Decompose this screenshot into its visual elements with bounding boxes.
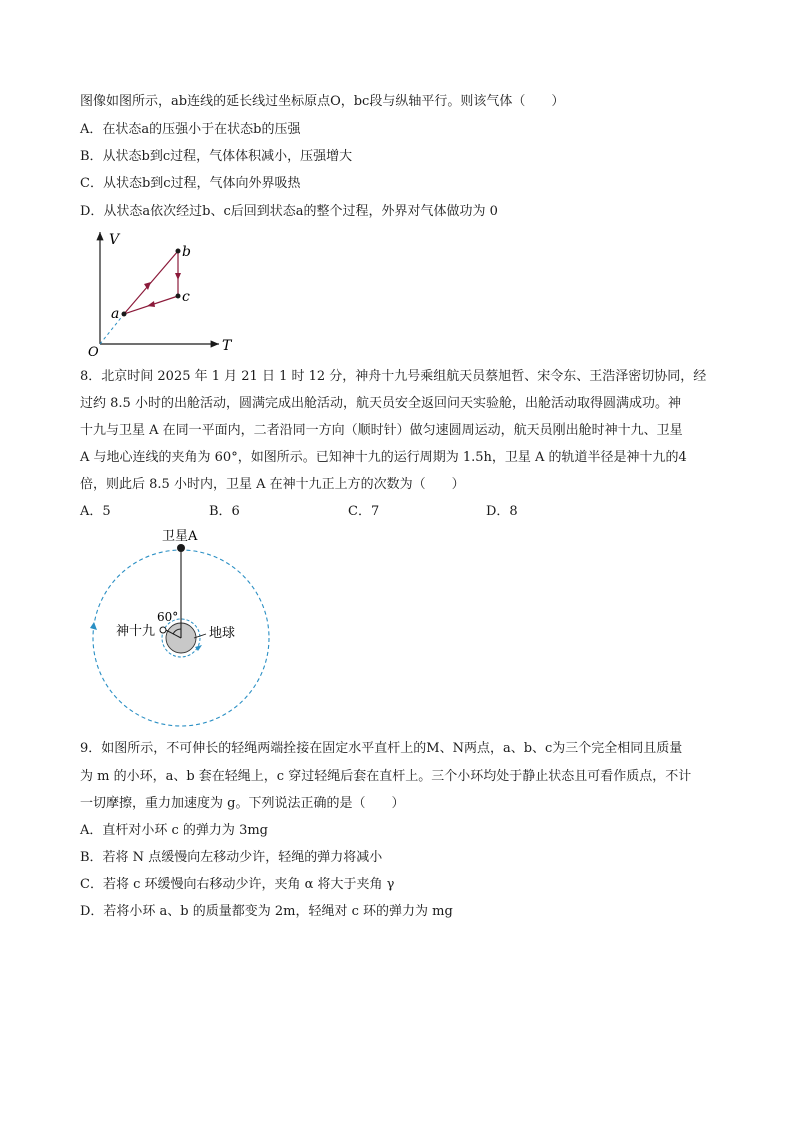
- q8-line-2: 过约 8.5 小时的出舱活动，圆满完成出舱活动，航天员安全返回问天实验舱，出舱活动取得圆满成功。神: [80, 396, 681, 411]
- q9-option-c: C．若将 c 环缓慢向右移动少许，夹角 α 将大于夹角 γ: [80, 877, 395, 892]
- q7-stem: 图像如图所示，ab连线的延长线过坐标原点O，bc段与纵轴平行。则该气体（ ）: [80, 94, 565, 109]
- shenzhou-19: [160, 627, 166, 633]
- point-b: [176, 249, 181, 254]
- q7-option-d: D．从状态a依次经过b、c后回到状态a的整个过程，外界对气体做功为 0: [80, 204, 498, 219]
- angle-label: 60°: [157, 610, 179, 624]
- q9-line-2: 为 m 的小环，a、b 套在轻绳上，c 穿过轻绳后套在直杆上。三个小环均处于静止状态且可看作质点，不计: [80, 769, 692, 784]
- q9-line-1: 9．如图所示，不可伸长的轻绳两端拴接在固定水平直杆上的M、N两点，a、b、c为三个完全相同且质量: [80, 741, 683, 756]
- q7-option-a: A．在状态a的压强小于在状态b的压强: [80, 122, 301, 137]
- q9-line-3: 一切摩擦，重力加速度为 g。下列说法正确的是（ ）: [80, 796, 405, 811]
- q8-choice-c: C．7: [348, 504, 380, 519]
- origin-label: O: [88, 345, 99, 360]
- q8-line-3: 十九与卫星 A 在同一平面内，二者沿同一方向（顺时针）做匀速圆周运动，航天员刚出舱时神十九、卫星: [80, 423, 683, 438]
- q7-option-b: B．从状态b到c过程，气体体积减小，压强增大: [80, 149, 353, 164]
- q8-choice-a: A．5: [80, 504, 111, 519]
- q9-option-d: D．若将小环 a、b 的质量都变为 2m，轻绳对 c 环的弹力为 mg: [80, 904, 453, 919]
- q8-line-5: 倍，则此后 8.5 小时内，卫星 A 在神十九正上方的次数为（ ）: [80, 477, 465, 492]
- q8-line-1: 8．北京时间 2025 年 1 月 21 日 1 时 12 分，神舟十九号乘组航天员蔡旭哲、宋令东、王浩泽密切协同，经: [80, 369, 707, 384]
- q8-line-4: A 与地心连线的夹角为 60°，如图所示。已知神十九的运行周期为 1.5h，卫星 A 的轨道半径是神十九的4: [80, 450, 687, 465]
- arrow-bc: [175, 273, 181, 280]
- q7-option-c: C．从状态b到c过程，气体向外界吸热: [80, 176, 301, 191]
- v-axis-label: V: [109, 232, 120, 248]
- point-a: [122, 312, 127, 317]
- vt-graph: [85, 228, 245, 360]
- point-c: [176, 294, 181, 299]
- orbit-figure: [85, 526, 285, 730]
- point-b-label: b: [182, 244, 191, 260]
- q8-choice-b: B．6: [209, 504, 240, 519]
- satellite-a-label: 卫星A: [162, 529, 198, 544]
- point-a-label: a: [111, 306, 120, 322]
- q9-option-a: A．直杆对小环 c 的弹力为 3mg: [80, 823, 268, 838]
- t-axis-label: T: [222, 338, 232, 354]
- arrow-ca: [147, 301, 155, 307]
- earth-label: 地球: [209, 626, 236, 641]
- q8-choice-d: D．8: [486, 504, 518, 519]
- craft-label: 神十九: [116, 624, 156, 639]
- satellite-a: [177, 544, 185, 552]
- satellite-orbit-arrow: [90, 622, 97, 630]
- point-c-label: c: [182, 289, 190, 305]
- q9-option-b: B．若将 N 点缓慢向左移动少许，轻绳的弹力将减小: [80, 850, 383, 865]
